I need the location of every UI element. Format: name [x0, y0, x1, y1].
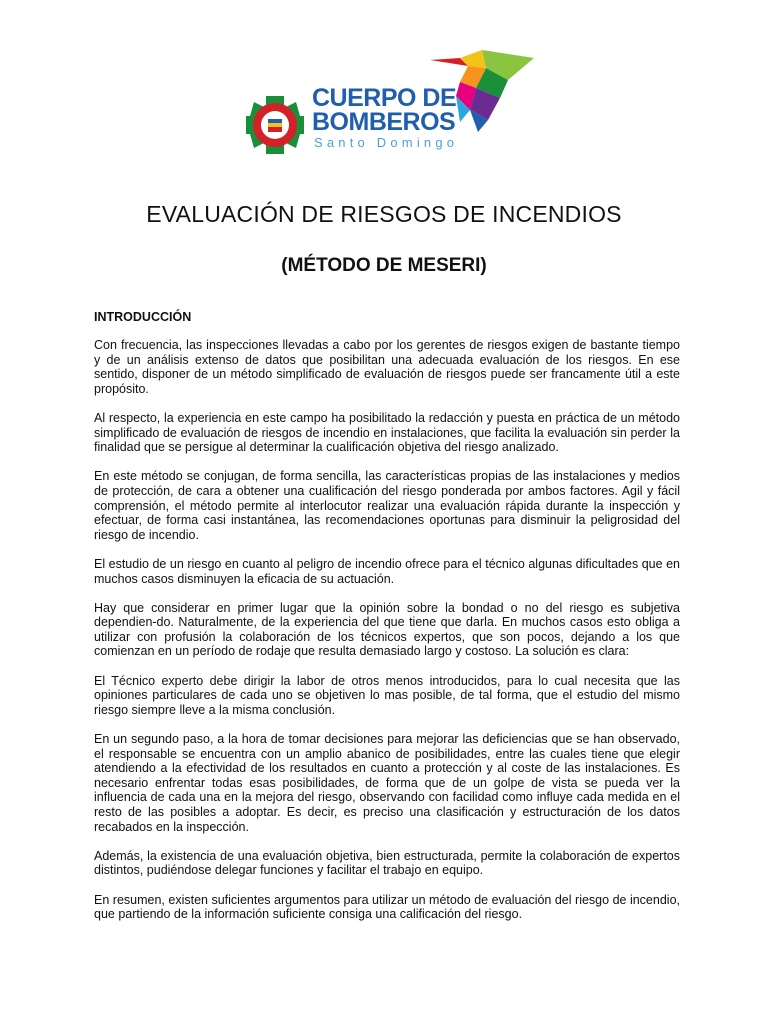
- paragraph: Con frecuencia, las inspecciones llevadas a cabo por los gerentes de riesgos exigen de bastante tiempo y de un análisis extenso de datos que posibilitan una adecuada evaluación de los riesgos. En ese sentido, disponer de un método simplificado de evaluación de riesgos puede ser francamente útil a este propósito.: [94, 338, 680, 396]
- paragraph: El Técnico experto debe dirigir la labor de otros menos introducidos, para lo cual necesita que las opiniones particulares de cada uno se objetiven lo mas posible, de tal forma, que el estudio del mismo riesgo siempre lleve a la misma conclusión.: [94, 673, 680, 717]
- logo-line-1: CUERPO DE: [312, 84, 457, 112]
- document-title: EVALUACIÓN DE RIESGOS DE INCENDIOS: [146, 201, 622, 227]
- paragraph: Al respecto, la experiencia en este campo ha posibilitado la redacción y puesta en práctica de un método simplificado de evaluación de riesgos de incendio en instalaciones, que facilita la evaluación sin perder la finalidad que se persigue al determinar la cualificación objetiva del riesgo analizado.: [94, 410, 680, 455]
- bomberos-logo: [244, 48, 534, 154]
- fire-department-badge-icon: [244, 94, 306, 156]
- paragraph: Hay que considerar en primer lugar que la opinión sobre la bondad o no del riesgo es subjetiva dependien-do. Naturalmente, de la experiencia del que tiene que darla. En muchos casos esto obliga a utilizar con profusión la colaboración de los técnicos expertos, que son pocos, dejando a los que comienzan en un período de rodaje que resulta demasiado largo y costoso. La solución es clara:: [94, 600, 680, 659]
- document-subtitle: (MÉTODO DE MESERI): [281, 255, 487, 276]
- paragraph: En este método se conjugan, de forma sencilla, las características propias de las instalaciones y medios de protección, de cara a obtener una cualificación del riesgo ponderada por ambos factores. Agil y fácil comprensión, el método permite al interlocutor realizar una evaluación rápida durante la inspección y efectuar, de forma casi instantánea, las recomendaciones oportunas para disminuir la peligrosidad del riesgo de incendio.: [94, 469, 680, 542]
- paragraph: En resumen, existen suficientes argumentos para utilizar un método de evaluación del riesgo de incendio, que partiendo de la información suficiente consiga una calificación del riesgo.: [94, 892, 680, 922]
- section-heading: INTRODUCCIÓN: [94, 310, 192, 324]
- hummingbird-icon: [430, 48, 534, 132]
- paragraph: El estudio de un riesgo en cuanto al peligro de incendio ofrece para el técnico algunas dificultades que en muchos casos disminuyen la eficacia de su actuación.: [94, 556, 680, 586]
- paragraph: En un segundo paso, a la hora de tomar decisiones para mejorar las deficiencias que se han observado, el responsable se encuentra con un amplio abanico de posibilidades, entre las cuales tiene que elegir atendiendo a la efectividad de los resultados en cuanto a protección y al coste de las instalaciones. Es necesario enfrentar todas esas posibilidades, de forma que de un golpe de vista se pueda ver la influencia de cada una en la mejora del riesgo, observando con facilidad como influye cada medida en el resto de las posibles a adoptar. Es decir, es preciso una clasificación y estructuración de los datos recabados en la inspección.: [94, 732, 680, 834]
- logo-line-2: BOMBEROS: [312, 108, 456, 136]
- logo-subtitle: Santo Domingo: [314, 135, 459, 150]
- body-text: [94, 338, 680, 936]
- paragraph: Además, la existencia de una evaluación objetiva, bien estructurada, permite la colaboración de expertos distintos, pudiéndose delegar funciones y facilitar el trabajo en equipo.: [94, 848, 680, 878]
